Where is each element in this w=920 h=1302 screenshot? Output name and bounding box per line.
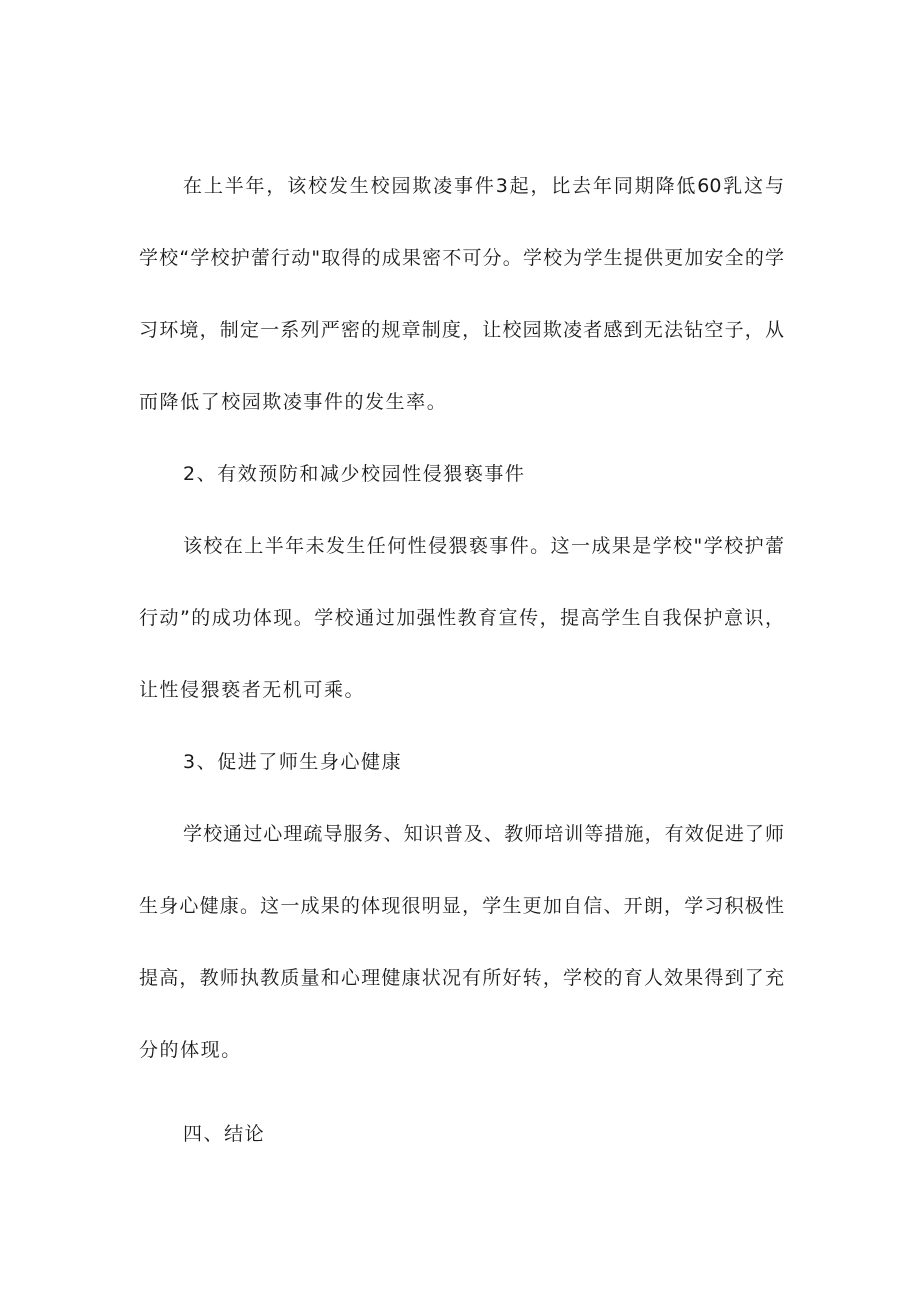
paragraph-line: 学校通过心理疏导服务、知识普及、教师培训等措施，有效促进了师 — [183, 823, 784, 845]
paragraph-line: 让性侵猥亵者无机可乘。 — [139, 679, 366, 701]
paragraph-line: 在上半年，该校发生校园欺凌事件3起，比去年同期降低60乳这与 — [183, 175, 784, 197]
section-heading: 3、促进了师生身心健康 — [183, 751, 403, 773]
paragraph-line: 提高，教师执教质量和心理健康状况有所好转，学校的育人效果得到了充 — [139, 967, 784, 989]
paragraph-line: 分的体现。 — [139, 1039, 242, 1061]
chapter-heading: 四、结论 — [183, 1123, 266, 1145]
paragraph-line: 行动”的成功体现。学校通过加强性教育宣传，提高学生自我保护意识， — [139, 607, 784, 629]
paragraph-line: 习环境，制定一系列严密的规章制度，让校园欺凌者感到无法钻空子，从 — [139, 319, 784, 341]
paragraph-line: 该校在上半年未发生任何性侵猥亵事件。这一成果是学校"学校护蕾 — [183, 535, 784, 557]
paragraph-line: 而降低了校园欺凌事件的发生率。 — [139, 391, 448, 413]
section-heading: 2、有效预防和减少校园性侵猥亵事件 — [183, 463, 526, 485]
paragraph-line: 生身心健康。这一成果的体现很明显，学生更加自信、开朗，学习积极性 — [139, 895, 784, 917]
paragraph-line: 学校“学校护蕾行动"取得的成果密不可分。学校为学生提供更加安全的学 — [139, 247, 784, 269]
